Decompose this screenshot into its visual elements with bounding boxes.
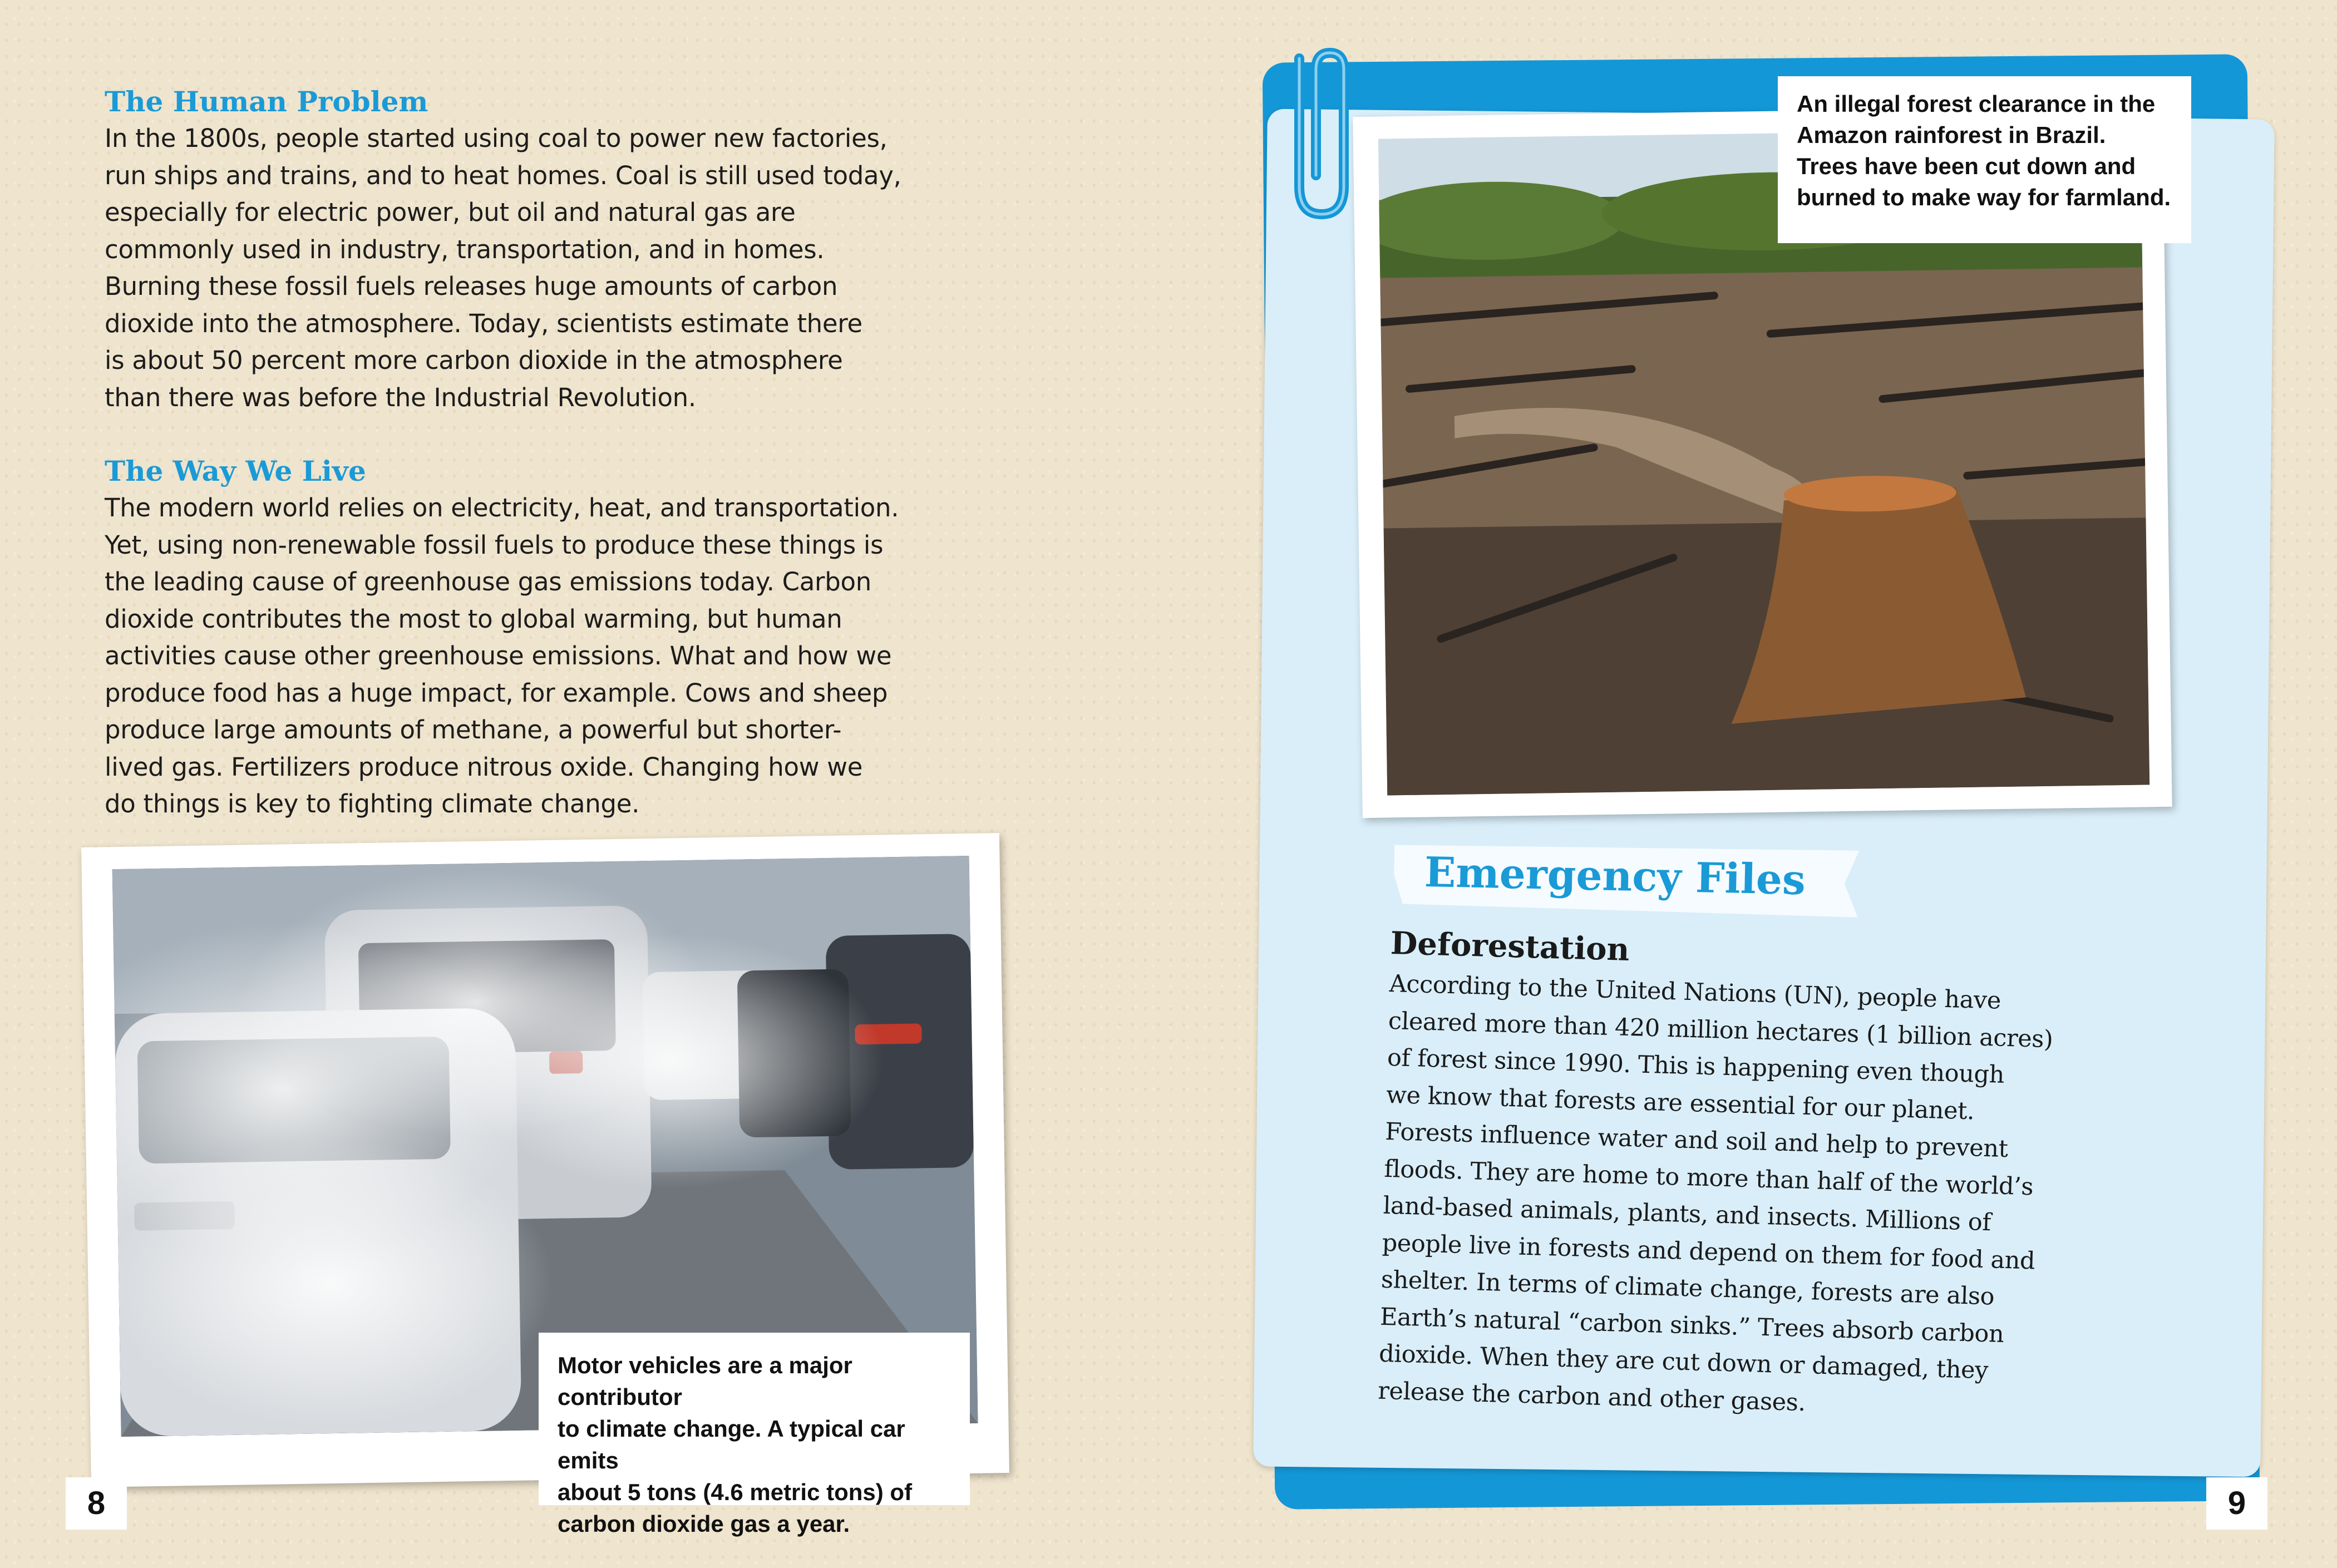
page-number-left: 8 bbox=[66, 1477, 127, 1530]
left-page-text bbox=[105, 83, 950, 860]
deforestation-photo-caption: An illegal forest clearance in the Amazon rainforest in Brazil. Trees have been cut down and burned to make way for farmland. bbox=[1778, 76, 2191, 243]
section-heading-human-problem: The Human Problem bbox=[105, 85, 428, 118]
car-photo-caption: Motor vehicles are a major contributor to climate change. A typical car emits about 5 tons (4.6 metric tons) of carbon dioxide gas a year. bbox=[539, 1333, 970, 1505]
page-number-right: 9 bbox=[2206, 1477, 2267, 1530]
deforestation-text: According to the United Nations (UN), people have cleared more than 420 million hectares (1 billion acres) of forest since 1990. This is happening even though we know that forests are essential for our planet. Forests influence water and soil and help to prevent floods. They are home to more than half of the world’s land-based animals, plants, and insects. Millions of people live in forests and depend on them for food and shelter. In terms of climate change, forests are also Earth’s natural “carbon sinks.” Trees absorb carbon dioxide. When they are cut down or damaged, they release the carbon and other gases. bbox=[1377, 969, 2054, 1417]
paperclip-icon bbox=[1283, 47, 1360, 231]
section-heading-way-we-live: The Way We Live bbox=[105, 455, 366, 487]
emergency-files-title: Emergency Files bbox=[1424, 848, 1806, 905]
section-text-way-we-live: The modern world relies on electricity, heat, and transportation. Yet, using non-renewable fossil fuels to produce these things is the leading cause of greenhouse gas emissions today. Carbon dioxide contributes the most to global warming, but human activities cause other greenhouse emissions. What and how we produce food has a huge impact, for example. Cows and sheep produce large amounts of methane, a powerful but shorter- lived gas. Fertilizers produce nitrous oxide. Changing how we do things is key to fighting climate change. bbox=[105, 493, 899, 818]
emergency-files-content bbox=[1377, 921, 2136, 1430]
deforestation-subheading: Deforestation bbox=[1389, 924, 1630, 968]
section-text-human-problem: In the 1800s, people started using coal to power new factories, run ships and trains, and to heat homes. Coal is still used today, especially for electric power, but oil and natural gas are commonly used in industry, transportation, and in homes. Burning these fossil fuels releases huge amounts of carbon dioxide into the atmosphere. Today, scientists estimate there is about 50 percent more carbon dioxide in the atmosphere than there was before the Industrial Revolution. bbox=[105, 124, 901, 412]
